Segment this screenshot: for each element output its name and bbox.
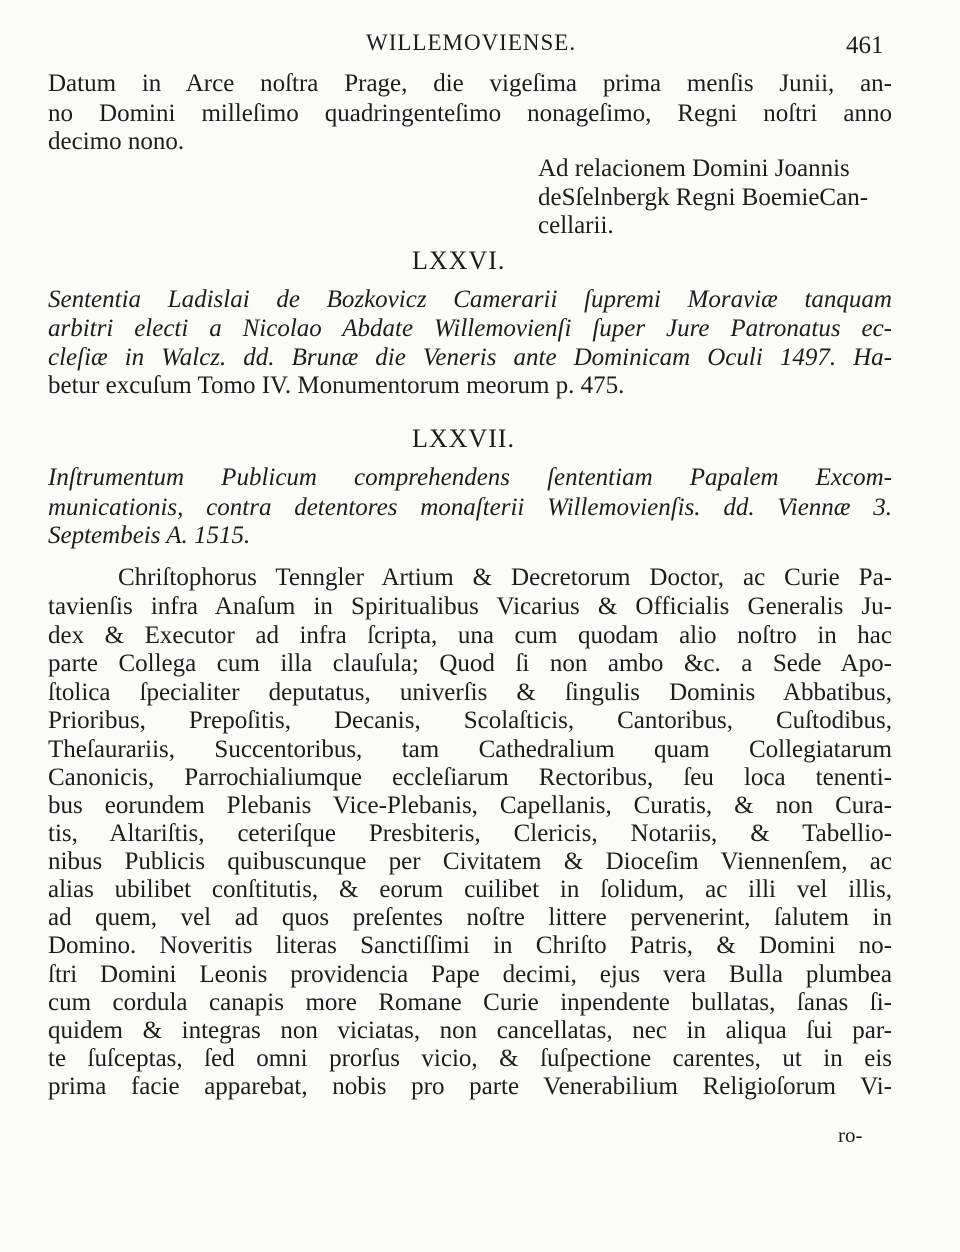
body-line: dex & Executor ad infra ſcripta, una cum quodam alio noſtro in hac: [48, 622, 892, 649]
signature-line: deSſelnbergk Regni BoemieCan-: [538, 184, 869, 211]
summary-line: arbitri electi a Nicolao Abdate Willemovienſi ſuper Jure Patronatus ec-: [48, 315, 892, 342]
running-header-title: WILLEMOVIENSE.: [366, 30, 577, 55]
body-line: parte Collega cum illa clauſula; Quod ſi non ambo &c. a Sede Apo-: [48, 650, 892, 677]
summary-line: Sententia Ladislai de Bozkovicz Camerarii ſupremi Moraviæ tanquam: [48, 286, 892, 313]
body-line: ſtolica ſpecialiter deputatus, univerſis & ſingulis Dominis Abbatibus,: [48, 679, 892, 706]
catchword: ro-: [838, 1123, 863, 1147]
body-line: alias ubilibet conſtitutis, & eorum cuilibet in ſolidum, ac illi vel illis,: [48, 876, 892, 903]
text-line: Datum in Arce noſtra Prage, die vigeſima prima menſis Junii, an-: [48, 70, 892, 97]
section-number: LXXVII.: [412, 424, 516, 453]
text-line: no Domini milleſimo quadringenteſimo nonageſimo, Regni noſtri anno: [48, 100, 892, 127]
body-line: ad quem, vel ad quos preſentes noſtre littere pervenerint, ſalutem in: [48, 904, 892, 931]
section-number: LXXVI.: [412, 246, 506, 275]
body-line: Theſaurariis, Succentoribus, tam Cathedralium quam Collegiatarum: [48, 736, 892, 763]
body-line: te ſuſceptas, ſed omni prorſus vicio, & ſuſpectione carentes, ut in eis: [48, 1045, 892, 1072]
body-line: Chriſtophorus Tenngler Artium & Decretorum Doctor, ac Curie Pa-: [118, 564, 892, 591]
body-line: Domino. Noveritis literas Sanctiſſimi in Chriſto Patris, & Domini no-: [48, 932, 892, 959]
body-line: ſtri Domini Leonis providencia Pape decimi, ejus vera Bulla plumbea: [48, 961, 892, 988]
body-line: prima facie apparebat, nobis pro parte Venerabilium Religioſorum Vi-: [48, 1073, 892, 1100]
body-line: quidem & integras non viciatas, non cancellatas, nec in aliqua ſui par-: [48, 1017, 892, 1044]
body-line: tis, Altariſtis, ceteriſque Presbiteris, Clericis, Notariis, & Tabellio-: [48, 820, 892, 847]
signature-line: Ad relacionem Domini Joannis: [538, 155, 850, 182]
signature-line: cellarii.: [538, 212, 614, 239]
body-line: Canonicis, Parrochialiumque eccleſiarum Rectoribus, ſeu loca tenenti-: [48, 764, 892, 791]
body-line: nibus Publicis quibuscunque per Civitatem & Dioceſim Viennenſem, ac: [48, 848, 892, 875]
title-line: Septembeis A. 1515.: [48, 522, 251, 549]
summary-line: cleſiæ in Walcz. dd. Brunæ die Veneris ante Dominicam Oculi 1497. Ha-: [48, 344, 892, 371]
body-line: tavienſis infra Anaſum in Spiritualibus Vicarius & Officialis Generalis Ju-: [48, 593, 892, 620]
title-line: Inſtrumentum Publicum comprehendens ſententiam Papalem Excom-: [48, 464, 892, 491]
page-number: 461: [846, 32, 884, 59]
title-line: municationis, contra detentores monaſterii Willemovienſis. dd. Viennæ 3.: [48, 494, 892, 521]
body-line: bus eorundem Plebanis Vice-Plebanis, Capellanis, Curatis, & non Cura-: [48, 792, 892, 819]
body-line: Prioribus, Prepoſitis, Decanis, Scolaſticis, Cantoribus, Cuſtodibus,: [48, 707, 892, 734]
body-line: cum cordula canapis more Romane Curie inpendente bullatas, ſanas ſi-: [48, 989, 892, 1016]
text-line: decimo nono.: [48, 128, 185, 155]
summary-line: betur excuſum Tomo IV. Monumentorum meorum p. 475.: [48, 372, 625, 399]
